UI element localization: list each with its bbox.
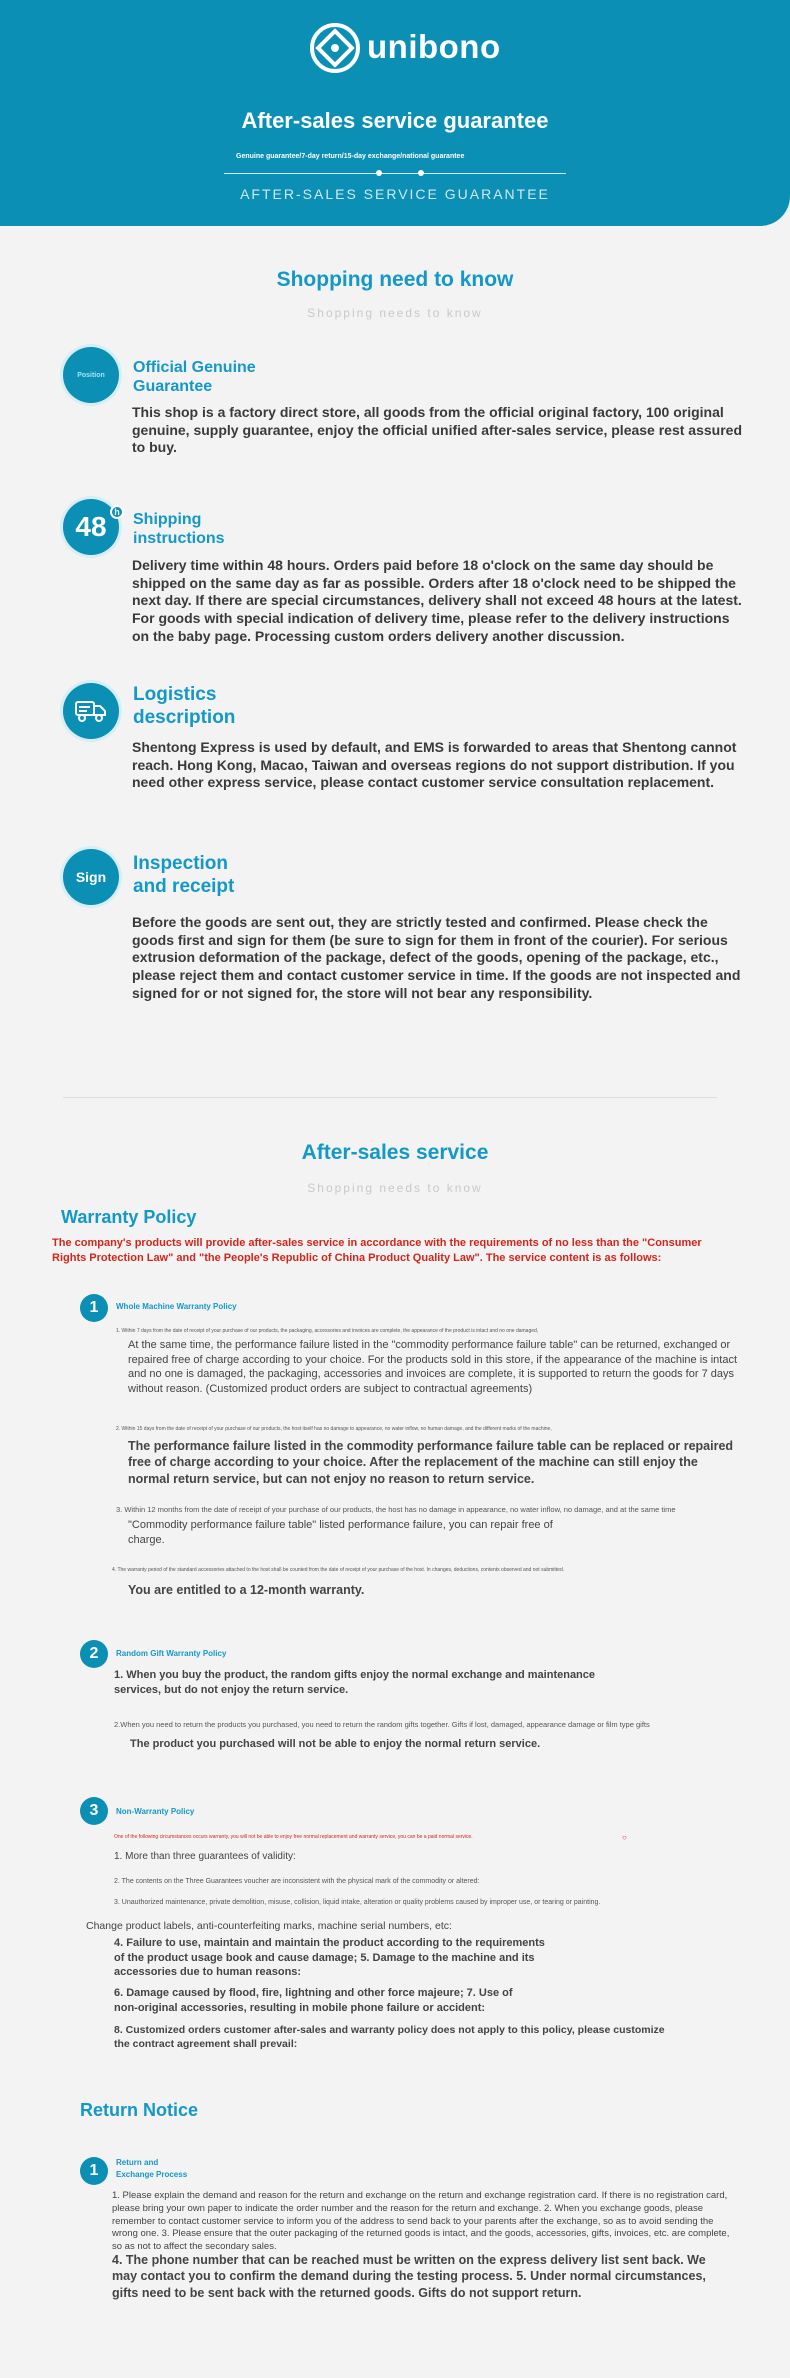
section-divider (63, 1097, 717, 1098)
item-body: Before the goods are sent out, they are strictly tested and confirmed. Please check the goods first and sign for them (be sure to sign for them in front of the courier). For serious extrusion deformation of the package, defect of the goods, opening of the package, etc., please reject them and contact customer service in time. If the goods are not inspected and signed for or not signed for, the store will not bear any responsibility. (132, 914, 741, 1001)
section-label: Non-Warranty Policy (116, 1807, 195, 1816)
return-process-body: 1. Please explain the demand and reason for the return and exchange on the return and exchange registration card. If there is no registration card, please bring your own paper to indicate the order number and the reason for the return and exchange. 2. When you exchange goods, please remember to contact customer service to inform you of the address to send back to your parents after the exchange, so as to avoid sending the wrong one. 3. Please ensure that the outer packaging of the returned goods is intact, and the goods, accessories, gifts, invoices, etc. are complete, so as not to affect the secondary sales. (112, 2190, 730, 2253)
item-title-line: and receipt (133, 875, 235, 897)
clause-body: 1. More than three guarantees of validity: (114, 1851, 296, 1862)
guarantee-tags: Genuine guarantee/7-day return/15-day exchange/national guarantee (236, 153, 465, 160)
header-banner (0, 0, 790, 226)
badge-text: Sign (75, 869, 107, 885)
english-title: AFTER-SALES SERVICE GUARANTEE (240, 186, 550, 202)
section-number: 2 (80, 1640, 108, 1668)
section-number: 1 (80, 2157, 108, 2185)
clause-body: Change product labels, anti-counterfeiting marks, machine serial numbers, etc: (86, 1920, 452, 1932)
item-title (133, 358, 256, 396)
item-title (133, 510, 225, 548)
header-divider (224, 173, 566, 174)
clause-small: 4. The warranty period of the standard accessories attached to the host shall be counted from the date of receipt of your purchase of the host. In changes, deductions, contents observed and not submitted. (112, 1567, 565, 1573)
clause-body: 1. When you buy the product, the random gifts enjoy the normal exchange and maintenance services, but do not enjoy the return service. (114, 1669, 596, 1696)
clause-body: The performance failure listed in the commodity performance failure table can be replaced or repaired free of charge according to your choice. After the replacement of the machine can still enjoy the normal return service, but can not enjoy no reason to return service. (128, 1439, 734, 1486)
page-title: After-sales service guarantee (241, 108, 549, 133)
hour-badge: h (110, 505, 124, 519)
return-process-body: 4. The phone number that can be reached must be written on the express delivery list sent back. We may contact you to confirm the demand during the testing process. 5. Under normal circumstances, gifts need to be sent back with the returned goods. Gifts do not support return. (112, 2253, 706, 2300)
aftersales-subtitle: Shopping needs to know (307, 1181, 483, 1195)
item-body: This shop is a factory direct store, all goods from the official original factory, 100 original genuine, supply guarantee, enjoy the official unified after-sales service, please rest assured to buy. (132, 404, 742, 456)
shopping-subtitle: Shopping needs to know (307, 306, 483, 320)
clause-body: At the same time, the performance failure listed in the "commodity performance failure table" can be returned, exchanged or repaired free of charge according to your choice. For the products sold in this store, if the appearance of the machine is intact and no one is damaged, the packaging, accessories and invoices are complete, it is supported to return the goods for 7 days without reason. (Customized product orders are subject to contractual agreements) (128, 1339, 738, 1395)
truck-icon (74, 698, 108, 724)
logistics-truck-badge (63, 683, 119, 739)
sign-badge (63, 849, 119, 905)
section-number: 3 (80, 1797, 108, 1825)
clause-body: 6. Damage caused by flood, fire, lightning and other force majeure; 7. Use of non-original accessories, resulting in mobile phone failure or accident: (114, 1987, 513, 2014)
item-title-line: description (133, 706, 236, 728)
divider-dot (418, 170, 424, 176)
item-body: Shentong Express is used by default, and EMS is forwarded to areas that Shentong cannot reach. Hong Kong, Macao, Taiwan and overseas regions do not support distribution. If you need other express service, please contact customer service consultation replacement. (132, 739, 737, 791)
section-label-line: Return and (116, 2158, 159, 2167)
clause-small: 3. Unauthorized maintenance, private demolition, misuse, collision, liquid intake, alteration or quality problems caused by improper use, or tearing or painting. (114, 1899, 601, 1906)
warranty-heading: Warranty Policy (61, 1207, 197, 1227)
item-title-line: Guarantee (133, 378, 213, 396)
non-warranty-note: One of the following circumstances occurs warranty, you will not be able to enjoy free normal replacement and warranty service, you can be a paid normal service. (114, 1834, 473, 1840)
section-label-line: Exchange Process (116, 2170, 188, 2179)
clause-body: 4. Failure to use, maintain and maintain the product according to the requirements of the product usage book and cause damage; 5. Damage to the machine and its accessories due to human reasons: (114, 1937, 545, 1979)
clause-small: 2. The contents on the Three Guarantees voucher are inconsistent with the physical mark of the commodity or altered: (114, 1878, 480, 1885)
section-label (116, 2157, 187, 2181)
brand-name: unibono (367, 28, 501, 65)
shopping-title: Shopping need to know (276, 268, 514, 291)
aftersales-title: After-sales service (301, 1141, 489, 1164)
item-title-line: Inspection (133, 853, 229, 874)
section-label: Random Gift Warranty Policy (116, 1649, 227, 1658)
section-number: 1 (80, 1294, 108, 1322)
divider-dot (376, 170, 382, 176)
item-title (133, 684, 235, 730)
clause-body: The product you purchased will not be able to enjoy the normal return service. (130, 1738, 541, 1750)
warranty-intro: The company's products will provide after-sales service in accordance with the requirements of no less than the "Consumer Rights Protection Law" and "the People's Republic of China Product Quality Law". The service content is as follows: (52, 1237, 702, 1265)
clause-small: 2. Within 15 days from the date of receipt of your purchase of our products, the host itself has no damage to appearance, no water inflow, no human damage, and the different marks of the machine, (116, 1426, 552, 1432)
section-label: Whole Machine Warranty Policy (116, 1302, 237, 1311)
item-body: Delivery time within 48 hours. Orders paid before 18 o'clock on the same day should be shipped on the same day as far as possible. Orders after 18 o'clock need to be shipped the next day. If there are special circumstances, delivery shall not exceed 48 hours at the latest. For goods with special indication of delivery time, please refer to the delivery instructions on the baby page. Processing custom orders delivery another discussion. (132, 557, 742, 644)
item-title-line: instructions (133, 530, 225, 548)
clause-small: 2.When you need to return the products you purchased, you need to return the random gifts together. Gifts if lost, damaged, appearance damage or film type gifts (114, 1720, 650, 1729)
clause-body: 8. Customized orders customer after-sales and warranty policy does not apply to this policy, please customize the contract agreement shall prevail: (114, 2024, 665, 2050)
return-heading: Return Notice (80, 2100, 199, 2120)
item-title-line: Official Genuine (133, 359, 256, 376)
item-title-line: Logistics (133, 684, 217, 705)
item-title-line: Shipping (133, 511, 202, 528)
clause-small: 3. Within 12 months from the date of receipt of your purchase of our products, the host has no damage in appearance, no water inflow, no damage, and at the same time (116, 1505, 676, 1514)
badge-text: Position (77, 371, 105, 379)
unibono-logo-icon (309, 22, 361, 74)
bullet-marker: ○ (622, 1833, 627, 1842)
genuine-position-badge (63, 347, 119, 403)
clause-body: You are entitled to a 12-month warranty. (128, 1583, 365, 1597)
item-title (133, 853, 234, 899)
clause-body: "Commodity performance failure table" listed performance failure, you can repair free of charge. (128, 1519, 553, 1546)
badge-text: 48 (75, 511, 107, 542)
clause-small: 1. Within 7 days from the date of receipt of your purchase of our products, the packaging, accessories and invoices are complete, the appearance of the product is intact and no one damaged, (116, 1328, 539, 1334)
